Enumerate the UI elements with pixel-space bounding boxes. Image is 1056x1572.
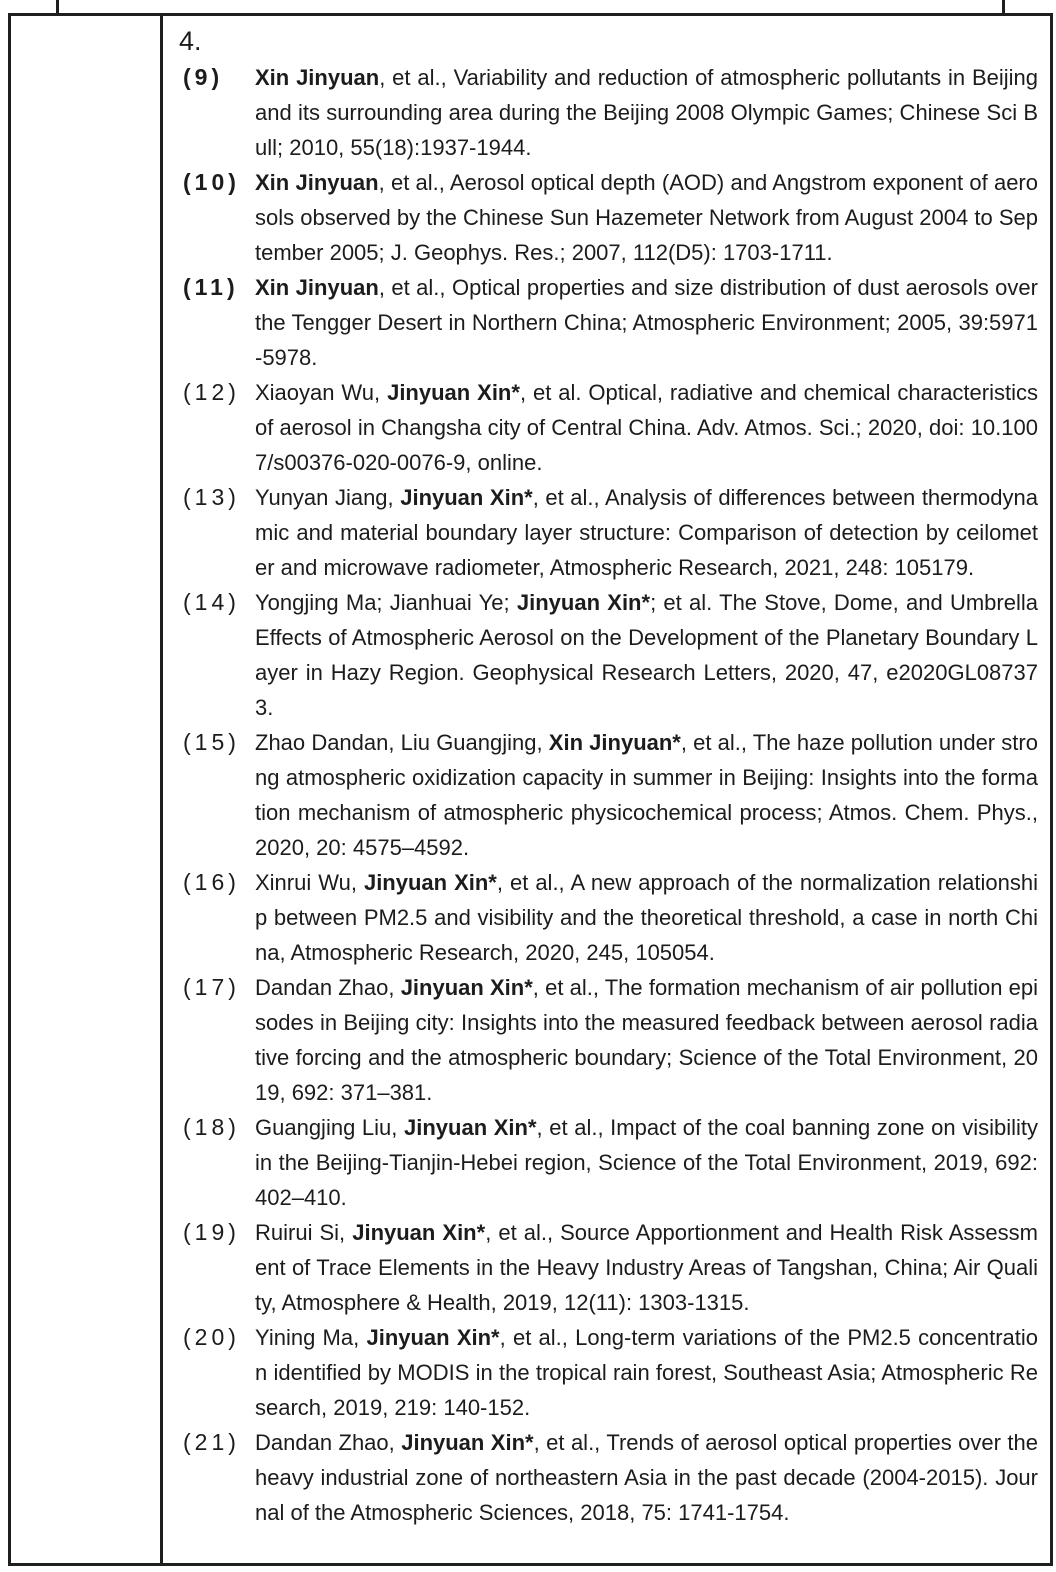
reference-number: (9) <box>183 64 224 90</box>
reference-text-segment: , et al., Source Apportionment and Health Risk Assessment of Trace Elements in the Heavy Industry Areas of Tangshan, China; Air Quality, Atmosphere & Health, 2019, 12(11): 1303-1315. <box>255 1220 1038 1315</box>
reference-item <box>179 480 1040 585</box>
author-name-bold: Xin Jinyuan <box>255 275 379 300</box>
reference-text-segment: Yunyan Jiang, <box>255 485 401 510</box>
reference-text-segment: , et al., The haze pollution under strong atmospheric oxidization capacity in summer in Beijing: Insights into the formation mechanism of atmospheric physicochemical process; Atmos. Chem. Phys., 2020, 20: 4575–4592. <box>255 730 1038 860</box>
reference-text-segment: , et al., Impact of the coal banning zone on visibility in the Beijing-Tianjin-Hebei region, Science of the Total Environment, 2019, 692: 402–410. <box>255 1115 1038 1210</box>
upper-row-border-fragment-left <box>56 0 59 13</box>
reference-item <box>179 970 1040 1110</box>
reference-text-segment: Dandan Zhao, <box>255 1430 402 1455</box>
reference-text-segment: , et al., Trends of aerosol optical properties over the heavy industrial zone of northeastern Asia in the past decade (2004-2015). Journal of the Atmospheric Sciences, 2018, 75: 1741-1754. <box>255 1430 1038 1525</box>
reference-number: (12) <box>183 379 240 405</box>
author-name-bold: Jinyuan Xin* <box>400 485 533 510</box>
reference-text-segment: , et al., Optical properties and size distribution of dust aerosols over the Tengger Desert in Northern China; Atmospheric Environment; 2005, 39:5971-5978. <box>255 275 1038 370</box>
reference-text-segment: , et al., The formation mechanism of air pollution episodes in Beijing city: Insights into the measured feedback between aerosol radiative forcing and the atmospheric boundary; Science of the Total Environment, 2019, 692: 371–381. <box>255 975 1039 1105</box>
table-left-empty-cell <box>11 16 163 1563</box>
reference-text <box>255 725 1040 865</box>
author-name-bold: Jinyuan Xin* <box>400 975 533 1000</box>
reference-text-segment: Zhao Dandan, Liu Guangjing, <box>255 730 549 755</box>
reference-number: (15) <box>183 729 240 755</box>
reference-text-segment: Ruirui Si, <box>255 1220 353 1245</box>
author-name-bold: Jinyuan Xin* <box>404 1115 537 1140</box>
reference-text-segment: Dandan Zhao, <box>255 975 401 1000</box>
section-number: 4. <box>179 26 202 56</box>
reference-number: (16) <box>183 869 240 895</box>
reference-text-segment: , et al., Analysis of differences between thermodynamic and material boundary layer structure: Comparison of detection by ceilometer and microwave radiometer, Atmospheric Research, 2021, 248: 105179. <box>255 485 1038 580</box>
reference-text <box>255 480 1040 585</box>
reference-text-segment: , et al. Optical, radiative and chemical characteristics of aerosol in Changsha city of Central China. Adv. Atmos. Sci.; 2020, doi: 10.1007/s00376-020-0076-9, online. <box>255 380 1038 475</box>
reference-number: (11) <box>183 274 239 300</box>
reference-text-segment: ; et al. The Stove, Dome, and Umbrella Effects of Atmospheric Aerosol on the Development of the Planetary Boundary Layer in Hazy Region. Geophysical Research Letters, 2020, 47, e2020GL087373. <box>255 590 1038 720</box>
reference-text <box>255 1215 1040 1320</box>
author-name-bold: Jinyuan Xin* <box>363 870 497 895</box>
author-name-bold: Jinyuan Xin* <box>387 380 520 405</box>
reference-text <box>255 1320 1040 1425</box>
author-name-bold: Xin Jinyuan <box>255 65 380 90</box>
reference-item <box>179 375 1040 480</box>
reference-list <box>179 60 1040 1530</box>
reference-text <box>255 165 1040 270</box>
reference-text <box>255 375 1040 480</box>
reference-item <box>179 865 1040 970</box>
reference-text-segment: , et al., Long-term variations of the PM2.5 concentration identified by MODIS in the tropical rain forest, Southeast Asia; Atmospheric Research, 2019, 219: 140-152. <box>255 1325 1038 1420</box>
reference-text <box>255 865 1040 970</box>
author-name-bold: Jinyuan Xin* <box>366 1325 500 1350</box>
author-name-bold: Jinyuan Xin* <box>352 1220 486 1245</box>
reference-text <box>255 970 1040 1110</box>
reference-item <box>179 1425 1040 1530</box>
reference-item <box>179 1110 1040 1215</box>
reference-text <box>255 1110 1040 1215</box>
reference-item <box>179 725 1040 865</box>
reference-number: (13) <box>183 484 240 510</box>
reference-item <box>179 585 1040 725</box>
reference-text-segment: , et al., Variability and reduction of atmospheric pollutants in Beijing and its surrounding area during the Beijing 2008 Olympic Games; Chinese Sci Bull; 2010, 55(18):1937-1944. <box>255 65 1038 160</box>
reference-text <box>255 270 1040 375</box>
author-name-bold: Jinyuan Xin* <box>516 590 651 615</box>
reference-item <box>179 270 1040 375</box>
reference-text-segment: , et al., A new approach of the normalization relationship between PM2.5 and visibility and the theoretical threshold, a case in north China, Atmospheric Research, 2020, 245, 105054. <box>255 870 1038 965</box>
reference-item <box>179 1215 1040 1320</box>
author-name-bold: Jinyuan Xin* <box>401 1430 534 1455</box>
reference-item <box>179 1320 1040 1425</box>
reference-text <box>255 60 1040 165</box>
reference-number: (17) <box>183 974 240 1000</box>
upper-row-border-fragment-right <box>1002 0 1005 13</box>
reference-number: (18) <box>183 1114 240 1140</box>
reference-number: (19) <box>183 1219 240 1245</box>
reference-number: (20) <box>183 1324 240 1350</box>
reference-number: (21) <box>183 1429 240 1455</box>
reference-text <box>255 585 1040 725</box>
reference-text-segment: , et al., Aerosol optical depth (AOD) and Angstrom exponent of aerosols observed by the Chinese Sun Hazemeter Network from August 2004 to September 2005; J. Geophys. Res.; 2007, 112(D5): 1703-1711. <box>255 170 1038 265</box>
reference-text <box>255 1425 1040 1530</box>
table-content-cell <box>163 16 1050 1563</box>
references-table <box>8 13 1053 1566</box>
reference-text-segment: Xinrui Wu, <box>255 870 364 895</box>
reference-text-segment: Guangjing Liu, <box>255 1115 404 1140</box>
reference-number: (10) <box>183 169 240 195</box>
reference-number: (14) <box>183 589 240 615</box>
author-name-bold: Xin Jinyuan <box>255 170 379 195</box>
reference-item <box>179 60 1040 165</box>
reference-text-segment: Yongjing Ma; Jianhuai Ye; <box>255 590 517 615</box>
reference-item <box>179 165 1040 270</box>
author-name-bold: Xin Jinyuan* <box>548 730 681 755</box>
reference-text-segment: Xiaoyan Wu, <box>255 380 388 405</box>
reference-text-segment: Yining Ma, <box>255 1325 367 1350</box>
